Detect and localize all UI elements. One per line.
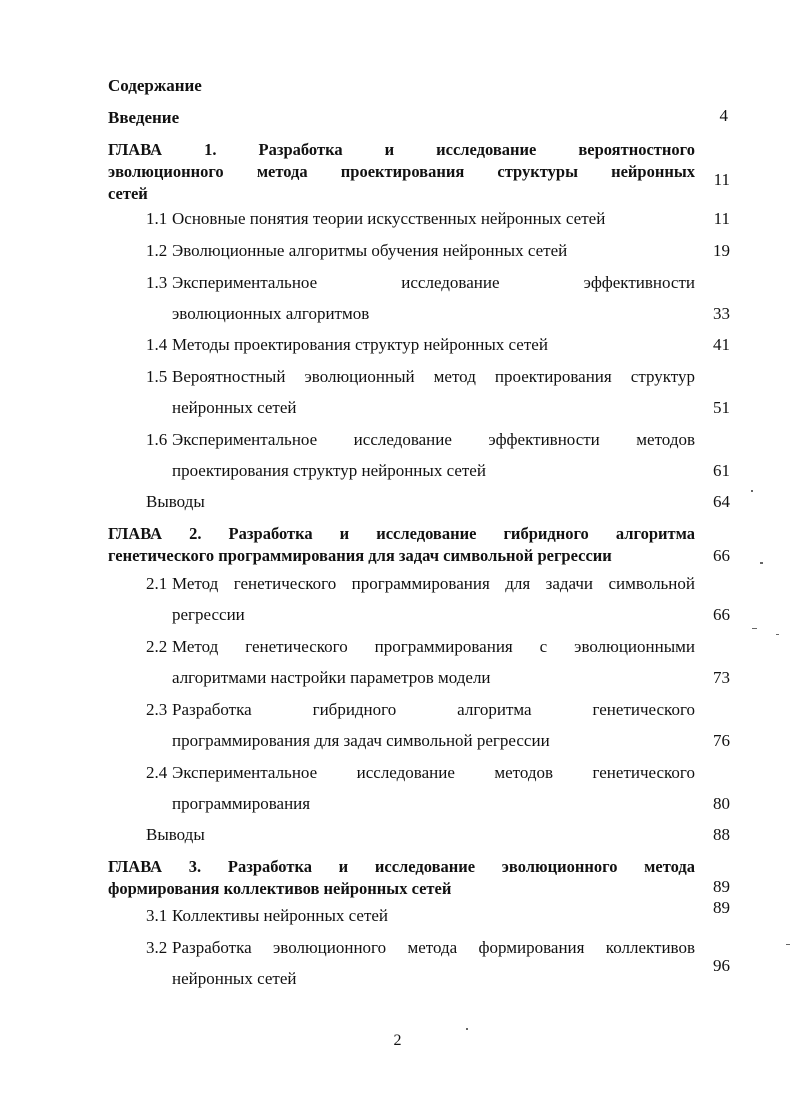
toc-title: Содержание <box>108 76 202 95</box>
scan-speck <box>776 634 779 635</box>
chapter-1-page: 11 <box>713 170 730 189</box>
scan-speck <box>786 944 790 945</box>
section-2-2-page: 73 <box>713 668 730 687</box>
section-1-3-page: 33 <box>713 304 730 323</box>
section-2-4-number: 2.4 <box>146 763 168 782</box>
section-1-4-number: 1.4 <box>146 335 168 354</box>
section-1-6-number: 1.6 <box>146 430 168 449</box>
section-2-1-page: 66 <box>713 605 730 624</box>
chapter-3-page: 89 <box>713 877 730 896</box>
section-2-1-title-line-1: Метод генетического программирования для задачи символьной <box>172 574 695 593</box>
page-number: 2 <box>393 1032 402 1049</box>
chapter-2-page: 66 <box>713 546 730 565</box>
chapter-1-conclusion-page: 64 <box>713 492 730 511</box>
section-1-6-title-line-1: Экспериментальное исследование эффективности методов <box>172 430 695 449</box>
section-1-3-number: 1.3 <box>146 273 168 292</box>
section-1-1-page: 11 <box>713 209 730 228</box>
section-3-1-page: 89 <box>713 898 730 917</box>
section-1-6-page: 61 <box>713 461 730 480</box>
section-2-2-number: 2.2 <box>146 637 168 656</box>
section-1-4-title: Методы проектирования структур нейронных сетей <box>172 335 548 354</box>
scan-speck <box>760 562 763 564</box>
section-1-5-title-line-2: нейронных сетей <box>172 398 297 417</box>
section-2-3-number: 2.3 <box>146 700 168 719</box>
chapter-1-conclusion-label: Выводы <box>146 492 205 511</box>
chapter-1-title-line-1: ГЛАВА 1. Разработка и исследование вероятностного <box>108 140 695 159</box>
scan-speck <box>751 490 753 492</box>
chapter-2-title-line-2: генетического программирования для задач символьной регрессии <box>108 546 612 565</box>
section-1-1-number: 1.1 <box>146 209 168 228</box>
section-3-1-number: 3.1 <box>146 906 168 925</box>
chapter-2-title-line-1: ГЛАВА 2. Разработка и исследование гибридного алгоритма <box>108 524 695 543</box>
section-2-1-number: 2.1 <box>146 574 168 593</box>
section-3-2-title-line-1: Разработка эволюционного метода формирования коллективов <box>172 938 695 957</box>
section-1-2-number: 1.2 <box>146 241 168 260</box>
section-2-4-page: 80 <box>713 794 730 813</box>
section-2-3-title-line-1: Разработка гибридного алгоритма генетического <box>172 700 695 719</box>
section-2-3-page: 76 <box>713 731 730 750</box>
section-1-3-title-line-2: эволюционных алгоритмов <box>172 304 370 323</box>
section-1-6-title-line-2: проектирования структур нейронных сетей <box>172 461 486 480</box>
section-1-5-number: 1.5 <box>146 367 168 386</box>
section-1-5-page: 51 <box>713 398 730 417</box>
section-1-2-title: Эволюционные алгоритмы обучения нейронных сетей <box>172 241 568 260</box>
section-2-2-title-line-2: алгоритмами настройки параметров модели <box>172 668 491 687</box>
section-1-4-page: 41 <box>713 335 730 354</box>
section-2-4-title-line-1: Экспериментальное исследование методов генетического <box>172 763 695 782</box>
section-2-1-title-line-2: регрессии <box>172 605 245 624</box>
intro-page: 4 <box>719 106 728 125</box>
chapter-1-title-line-3: сетей <box>108 184 148 203</box>
section-3-2-page: 96 <box>713 956 730 975</box>
section-2-2-title-line-1: Метод генетического программирования с эволюционными <box>172 637 695 656</box>
intro-label: Введение <box>108 108 180 127</box>
section-1-1-title: Основные понятия теории искусственных нейронных сетей <box>172 209 606 228</box>
section-3-2-title-line-2: нейронных сетей <box>172 969 297 988</box>
section-2-4-title-line-2: программирования <box>172 794 311 813</box>
section-1-2-page: 19 <box>713 241 730 260</box>
chapter-2-conclusion-label: Выводы <box>146 825 205 844</box>
scan-speck <box>752 628 757 629</box>
section-1-5-title-line-1: Вероятностный эволюционный метод проектирования структур <box>172 367 695 386</box>
section-2-3-title-line-2: программирования для задач символьной регрессии <box>172 731 550 750</box>
chapter-2-conclusion-page: 88 <box>713 825 730 844</box>
section-3-2-number: 3.2 <box>146 938 168 957</box>
scan-speck <box>466 1028 468 1030</box>
chapter-1-title-line-2: эволюционного метода проектирования структуры нейронных <box>108 162 695 181</box>
section-3-1-title: Коллективы нейронных сетей <box>172 906 389 925</box>
chapter-3-title-line-1: ГЛАВА 3. Разработка и исследование эволюционного метода <box>108 857 695 876</box>
chapter-3-title-line-2: формирования коллективов нейронных сетей <box>108 879 452 898</box>
section-1-3-title-line-1: Экспериментальное исследование эффективности <box>172 273 695 292</box>
